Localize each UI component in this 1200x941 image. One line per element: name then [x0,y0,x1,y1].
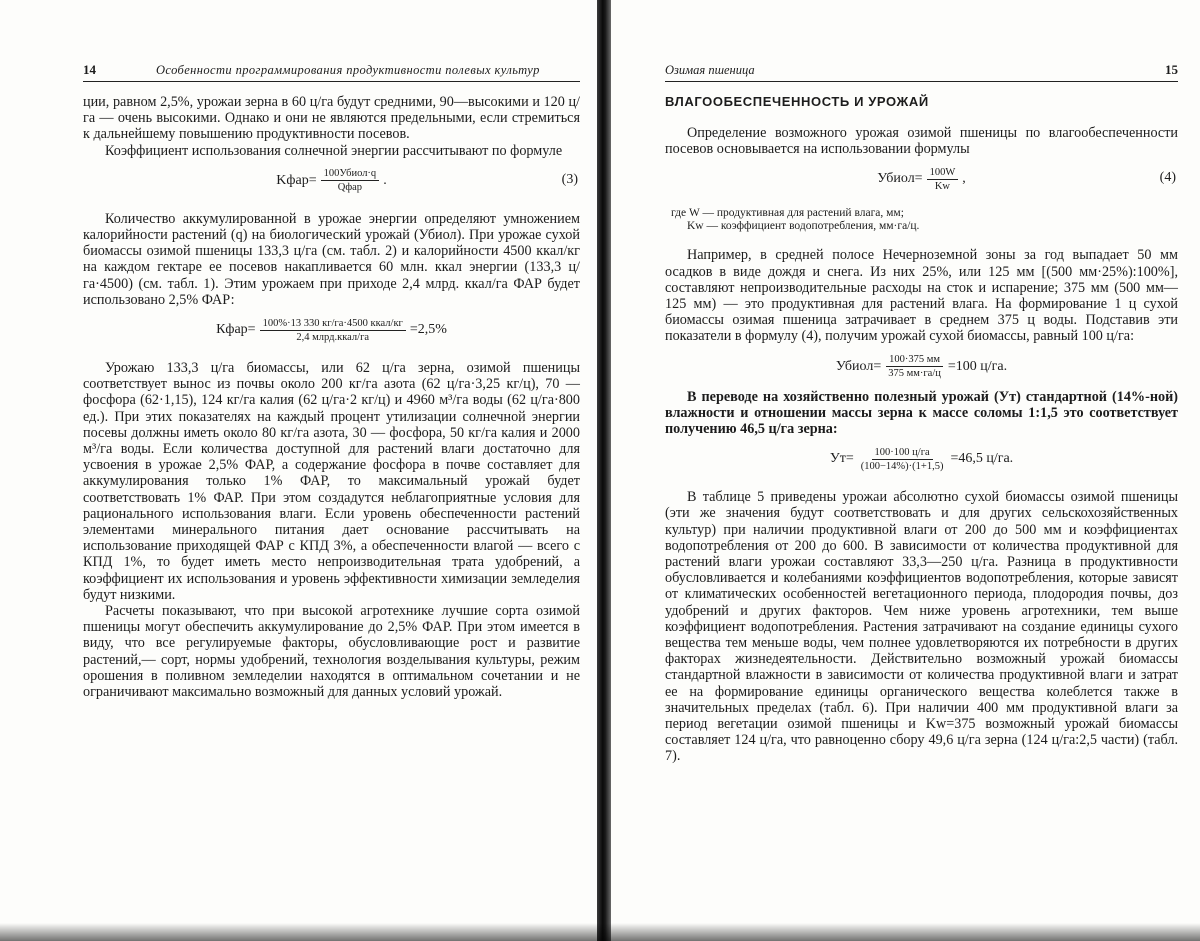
formula-rhs: =2,5% [409,322,447,338]
formula-lhs: Убиол= [877,171,923,187]
numerator: 100·100 ц/га [872,446,933,460]
paragraph: В переводе на хозяйственно полезный урожай (Ут) стандартной (14%-ной) влажности и отношении массы зерна к массе соломы 1:1,5 это соответствует получению 46,5 ц/га зерна: [665,388,1178,438]
paragraph: ции, равном 2,5%, урожаи зерна в 60 ц/га будут средними, 90—высокими и 120 ц/га — очень высокими. Однако и они не являются предельными, если стремиться к дальнейшему повышению продуктивности посевов. [83,94,580,143]
numerator: 100%·13 330 кг/га·4500 ккал/кг [260,317,406,331]
page-bottom-shadow [0,923,1200,941]
formula-rhs: =46,5 ц/га. [950,451,1014,467]
page-number-right: 15 [1165,62,1178,77]
right-running-header [665,62,1178,82]
denominator: (100−14%)·(1+1,5) [860,460,944,472]
denominator: 375 мм·га/ц [888,368,941,380]
fraction [885,353,944,380]
fraction [927,166,959,193]
paragraph: Например, в средней полосе Нечерноземной зоны за год выпадает 50 мм осадков в виде дождя и снега. Из них 25%, или 125 мм [(500 мм·25%):100%], составляют непроизводительные расходы на сток и испарение; 375 мм (500 мм—125 мм) — это продуктивная для растений влага. На формирование 1 ц сухой биомассы озимая пшеница затрачивает в среднем 375 ц воды. Подставив эти показатели в формулу (4), получим урожай сухой биомассы, равный 100 ц/га: [665,247,1178,345]
left-running-header [83,62,580,82]
formula-lhs: Kфар= [276,172,317,188]
formula-kfar [83,308,580,352]
formula-lhs: Кфар= [216,322,256,338]
book-gutter [597,0,611,941]
equation-number: (3) [561,171,578,187]
paragraph: Коэффициент использования солнечной энергии рассчитывают по формуле [105,142,563,159]
fraction [858,446,947,473]
formula-rhs: =100 ц/га. [947,358,1008,374]
denominator: 2,4 млрд.ккал/га [296,331,370,343]
page-number-left: 14 [83,62,96,77]
legend-line: Kw — коэффициент водопотребления, мм·га/ц. [687,220,920,233]
denominator: Kw [934,180,950,192]
numerator: 100Убиол·q [321,167,380,181]
paragraph: В таблице 5 приведены урожаи абсолютно сухой биомассы озимой пшеницы (эти же значения будут соответствовать и для других сельскохозяйственных культур) при наличии продуктивной влаги от 200 до 500 мм и коэффициентах водопотребления от 200 до 600. В зависимости от количества продуктивной для растений влаги урожаи составляют 33,3—250 ц/га. Разница в продуктивности обусловливается и колебаниями коэффициентов водопотребления, которые зависят от климатических особенностей вегетационного периода, плодородия почвы, доз удобрений и других факторов. Чем ниже уровень агротехники, тем выше коэффициент водопотребления. Растения затрачивают на создание единицы сухого вещества тем меньше воды, чем полнее удовлетворяются их потребности в других факторах жизнедеятельности. Действительно возможный урожай биомассы стандартной влажности в зависимости от количества продуктивной влаги и затрат ее на формирование единицы органического вещества колеблется также в значительных пределах (табл. 6). При наличии 400 мм продуктивной влаги за период вегетации озимой пшеницы и Kw=375 возможный урожай биомассы составляет 124 ц/га, что равноценно сбору 49,6 ц/га зерна (124 ц/га:2,5 части) (табл. 7). [665,489,1178,765]
paragraph: Количество аккумулированной в урожае энергии определяют умножением калорийности растений (q) на биологический урожай (Убиол). При урожае сухой биомассы озимой пшеницы 133,3 ц/га (см. табл. 2) и калорийности 4500 ккал/кг на каждом гектаре ее посевов накапливается 60 млн. ккал энергии (133,3 ц/га·4500) (см. табл. 1). Этим урожаем при приходе 2,4 млрд. ккал/га ФАР будет использовано 2,5% ФАР: [83,210,580,308]
paragraph: Урожаю 133,3 ц/га биомассы, или 62 ц/га зерна, озимой пшеницы соответствует вынос из почвы около 200 кг/га азота (62 ц/га·3,25 кг/ц), 70 — фосфора (62·1,15), 124 кг/га калия (62 ц/га·2 кг/ц) и 4960 м³/га воды (62 ц/га·800 ед.). При этих показателях на каждый процент утилизации солнечной энергии посевы должны иметь около 80 кг/га азота, 30 — фосфора, 50 кг/га калия и 2000 м³/га воды. Если количества доступной для растений влаги достаточно для усвоения в урожае 2,5% ФАР, а содержание фосфора в почве составляет для аккумулирования только 1% ФАР, то максимальный урожай будет соответствовать 1% ФАР. При этом создадутся неблагоприятные условия для рационального использования влаги. Если уровень обеспеченности растений элементами минерального питания дает основание рассчитывать на использование приходящей ФАР с КПД 3%, а обеспеченности влагой — всего с КПД 1%, то будет иметь место непроизводительная трата удобрений, а коэффициент их использования и уровень эффективности химизации земледелия будут низкими. [83,360,580,603]
formula-grain [665,437,1178,481]
formula-biomass [665,345,1178,389]
numerator: 100·375 мм [886,353,943,367]
formula-4: Убиол= $\frac{100W}{Kw}$ , (4) [877,166,1176,192]
formula-lhs: Ут= [829,451,854,467]
numerator: 100W [927,166,959,180]
section-heading: ВЛАГООБЕСПЕЧЕННОСТЬ И УРОЖАЙ [665,94,929,109]
paragraph: Определение возможного урожая озимой пшеницы по влагообеспеченности посевов основывается на использовании формулы [665,125,1178,158]
formula-lhs: Убиол= [835,358,882,374]
running-title-right: Озимая пшеница [665,63,755,77]
fraction [260,317,406,344]
formula-legend [671,207,1178,233]
running-title-left: Особенности программирования продуктивности полевых культур [156,63,540,77]
right-page [610,0,1200,941]
legend-line: где W — продуктивная для растений влага, мм; [671,207,904,220]
formula-3: Kфар= $\frac{\text{100Убиол·q}}{\text{Qфар}}$ . (3) [276,168,578,194]
paragraph: Расчеты показывают, что при высокой агротехнике лучшие сорта озимой пшеницы могут обеспечить аккумулирование до 2,5% ФАР. При этом имеется в виду, что все регулируемые факторы, обусловливающие рост и развитие растений,— сорт, нормы удобрений, технология возделывания культуры, режим орошения в поливном земледелии находятся в оптимальном сочетании и не ограничивают максимально возможный для данных условий урожай. [83,603,580,701]
fraction [321,167,380,194]
equation-number: (4) [1159,170,1176,186]
denominator: Qфар [337,182,363,194]
